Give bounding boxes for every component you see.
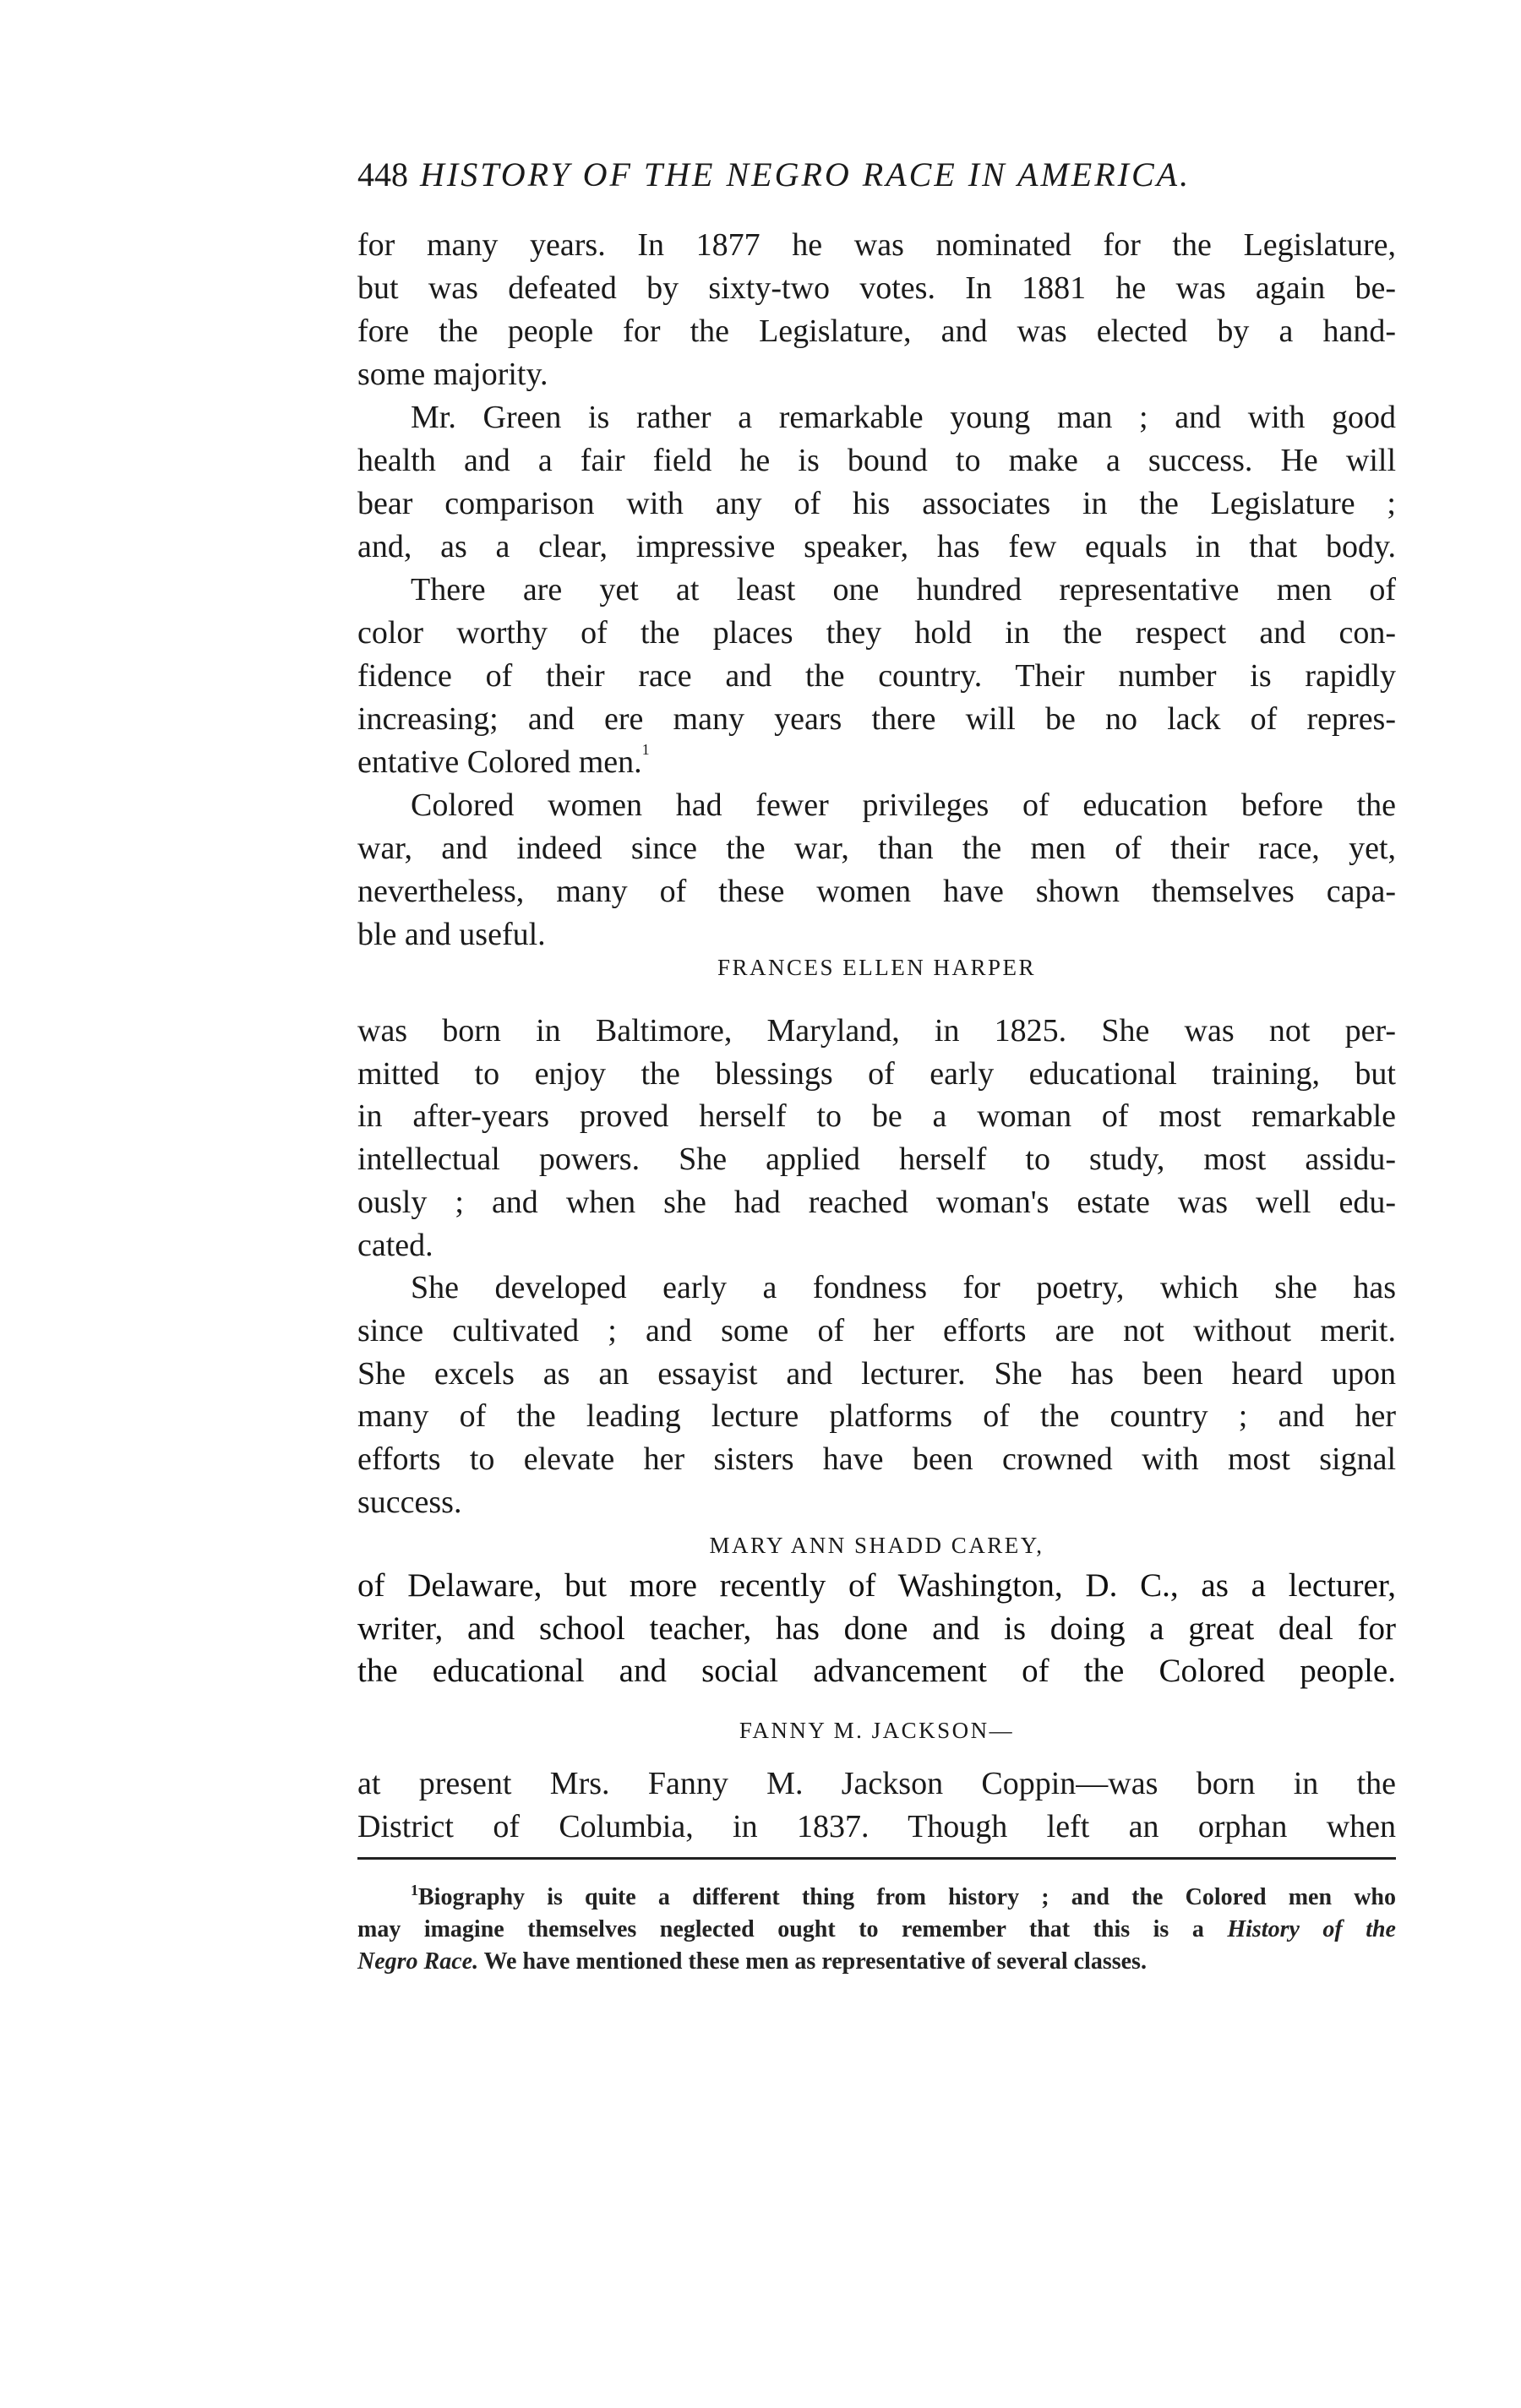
text-line: in after-years proved herself to be a woman of most remarkable [357, 1098, 1396, 1135]
footnote-divider [357, 1857, 1396, 1860]
body-text-block-b [357, 1010, 1396, 1523]
body-text-block-a [357, 224, 1396, 956]
text-line: Mr. Green is rather a remarkable young man ; and with good [411, 400, 1396, 435]
section-heading-fanny-m-jackson: FANNY M. JACKSON— [739, 1718, 1015, 1743]
footnote-text: may imagine themselves neglected ought to remember that this is a [357, 1916, 1228, 1942]
body-text-block-c [357, 1565, 1396, 1693]
text-line: many of the leading lecture platforms of the country ; and her [357, 1398, 1396, 1435]
text-line: She excels as an essayist and lecturer. She has been heard upon [357, 1355, 1396, 1392]
text-line: mitted to enjoy the blessings of early educational training, but [357, 1055, 1396, 1092]
footnote-line [357, 1882, 1396, 1914]
text-line: fidence of their race and the country. Their number is rapidly [357, 658, 1396, 694]
section-heading-frances-ellen-harper: FRANCES ELLEN HARPER [717, 955, 1037, 980]
text-line: nevertheless, many of these women have shown themselves capa- [357, 874, 1396, 909]
text-line: ble and useful. [357, 917, 546, 952]
text-line: District of Columbia, in 1837. Though left an orphan when [357, 1809, 1396, 1844]
text-line: was born in Baltimore, Maryland, in 1825. She was not per- [357, 1013, 1396, 1049]
text-line: the educational and social advancement of the Colored people. [357, 1653, 1396, 1689]
text-line: and, as a clear, impressive speaker, has few equals in that body. [357, 529, 1396, 564]
text-line: since cultivated ; and some of her efforts are not without merit. [357, 1312, 1396, 1348]
footnote-line [357, 1914, 1396, 1946]
text-line: of Delaware, but more recently of Washington, D. C., as a lecturer, [357, 1567, 1396, 1604]
text-line: increasing; and ere many years there will be no lack of repres- [357, 701, 1396, 737]
text-line: bear comparison with any of his associates in the Legislature ; [357, 486, 1396, 521]
text-line: but was defeated by sixty-two votes. In 1881 he was again be- [357, 270, 1396, 306]
text-line: health and a fair field he is bound to make a success. He will [357, 443, 1396, 478]
footnote-reference[interactable]: 1 [641, 741, 650, 758]
body-text-block-d [357, 1762, 1396, 1849]
page-number: 448 [357, 155, 408, 193]
running-title: HISTORY OF THE NEGRO RACE IN AMERICA. [420, 155, 1191, 193]
text-line: fore the people for the Legislature, and was elected by a hand- [357, 313, 1396, 349]
text-line: ously ; and when she had reached woman's estate was well edu- [357, 1184, 1396, 1220]
text-line: some majority. [357, 357, 548, 392]
text-line: at present Mrs. Fanny M. Jackson Coppin—was born in the [357, 1766, 1396, 1801]
footnote [357, 1882, 1396, 1978]
text-line: efforts to elevate her sisters have been crowned with most signal [357, 1441, 1396, 1478]
text-line: Colored women had fewer privileges of education before the [411, 787, 1396, 823]
section-heading-mary-ann-shadd-carey: MARY ANN SHADD CAREY, [709, 1533, 1044, 1558]
footnote-book-title: History of the [1227, 1916, 1396, 1942]
running-header [357, 152, 1191, 198]
text-line: war, and indeed since the war, than the men of their race, yet, [357, 831, 1396, 866]
text-line: writer, and school teacher, has done and is doing a great deal for [357, 1610, 1396, 1647]
text-line [357, 741, 1396, 784]
text-line: She developed early a fondness for poetry, which she has [411, 1270, 1396, 1306]
footnote-text: We have mentioned these men as representative of several classes. [478, 1948, 1147, 1975]
footnote-mark: 1 [411, 1882, 418, 1899]
text-line-content: entative Colored men. [357, 744, 642, 780]
text-line: cated. [357, 1227, 433, 1263]
footnote-book-title: Negro Race. [357, 1948, 479, 1975]
footnote-text: Biography is quite a different thing from history ; and the Colored men who [418, 1884, 1396, 1910]
footnote-line [357, 1946, 1396, 1978]
text-line: for many years. In 1877 he was nominated for the Legislature, [357, 227, 1396, 263]
text-line: There are yet at least one hundred representative men of [411, 572, 1396, 607]
text-line: intellectual powers. She applied herself to study, most assidu- [357, 1141, 1396, 1178]
text-line: color worthy of the places they hold in the respect and con- [357, 615, 1396, 651]
text-line: success. [357, 1484, 462, 1520]
